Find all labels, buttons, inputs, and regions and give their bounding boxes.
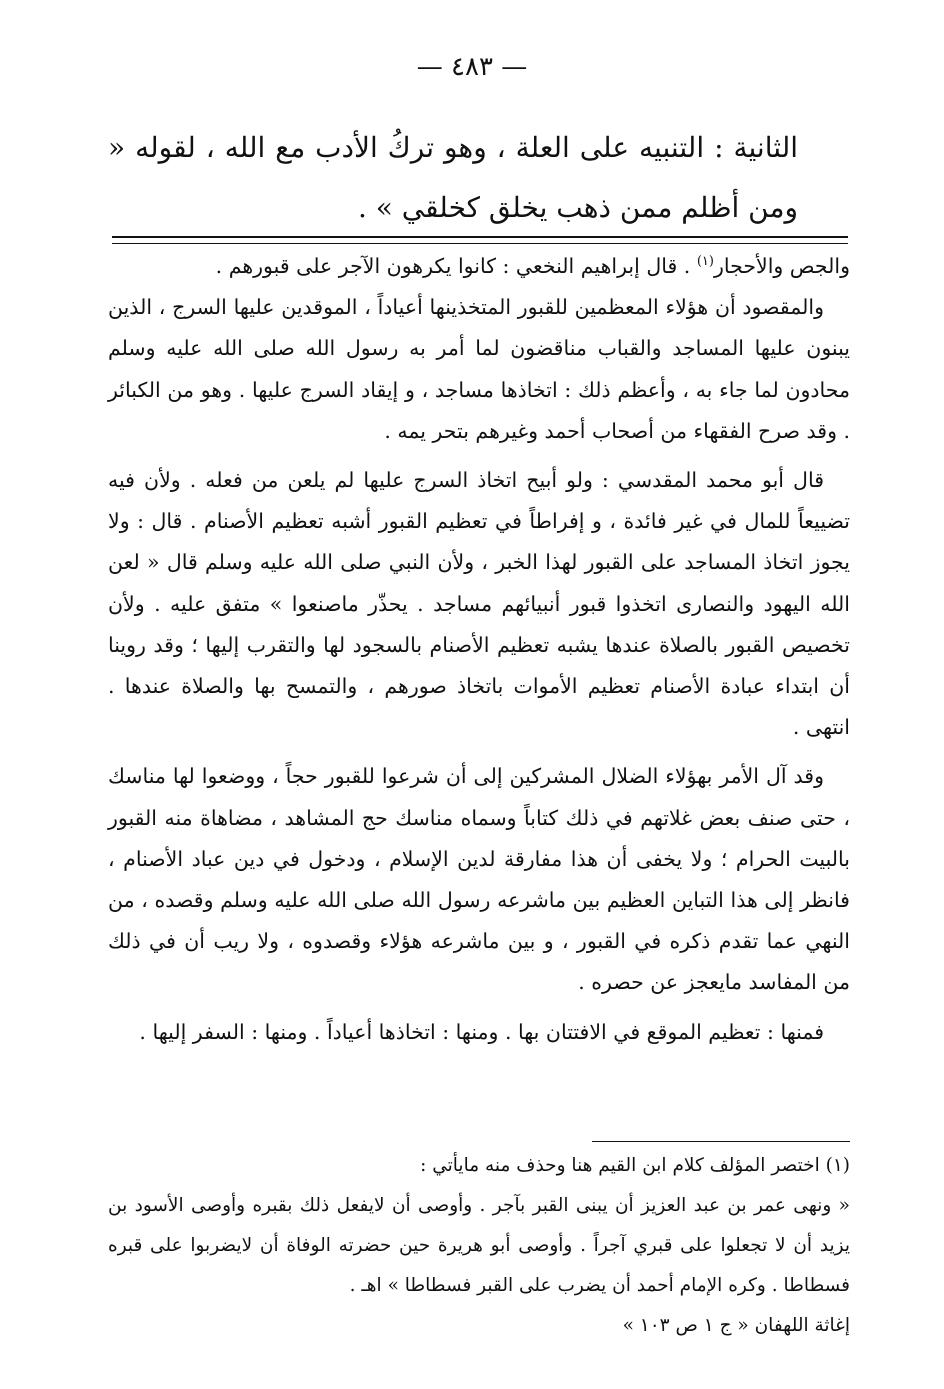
double-divider: [112, 236, 848, 244]
footnote-source: إغاثة اللهفان « ج ١ ص ١٠٣ »: [622, 1315, 850, 1336]
paragraph-4: وقد آل الأمر بهؤلاء الضلال المشركين إلى أن شرعوا للقبور حجاً ، ووضعوا لها مناسك ، حتى صنف بعض غلاتهم في ذلك كتاباً وسماه مناسك حج المشاهد ، مضاهاة منه القبور بالبيت الحرام ؛ ولا يخفى أن هذا مفارقة لدين الإسلام ، ودخول في دين عباد الأصنام ، فانظر إلى هذا التباين العظيم بين ماشرعه رسول الله صلى الله عليه وسلم وقصده ، من النهي عما تقدم ذكره في القبور ، و بين ماشرعه هؤلاء وقصدوه ، ولا ريب أن في ذلك من المفاسد مايعجز عن حصره .: [108, 764, 850, 995]
page-number: — ٤٨٣ —: [416, 52, 528, 82]
main-text: [108, 246, 850, 1053]
footnote-line-1: (١) اختصر المؤلف كلام ابن القيم هنا وحذف منه مايأتي :: [420, 1155, 850, 1176]
footnote-reference: (١): [696, 254, 714, 270]
paragraph-1-start: والجص والأحجار: [713, 254, 850, 278]
footnote: [108, 1146, 850, 1346]
paragraph-5: فمنها : تعظيم الموقع في الافتتان بها . ومنها : اتخاذها أعياداً . ومنها : السفر إليها .: [139, 1019, 824, 1044]
footnote-divider: [592, 1141, 850, 1142]
footnote-quote: « ونهى عمر بن عبد العزيز أن يبنى القبر بآجر . وأوصى أن لايفعل ذلك بقبره وأوصى الأسود بن يزيد أن لا تجعلوا على قبري آجراً . وأوصى أبو هريرة حين حضرته الوفاة أن لايضربوا على قبره فسطاطا . وكره الإمام أحمد أن يضرب على القبر فسطاطا » اهـ .: [108, 1195, 850, 1296]
paragraph-3: قال أبو محمد المقدسي : ولو أبيح اتخاذ السرج عليها لم يلعن من فعله . ولأن فيه تضييعاً للمال في غير فائدة ، و إفراطاً في تعظيم القبور أشبه تعظيم الأصنام . قال : ولا يجوز اتخاذ المساجد على القبور لهذا الخبر ، ولأن النبي صلى الله عليه وسلم قال « لعن الله اليهود والنصارى اتخذوا قبور أنبيائهم مساجد . يحذّر ماصنعوا » متفق عليه . ولأن تخصيص القبور بالصلاة عندها يشبه تعظيم الأصنام بالسجود لها والتقرب إليها ؛ وقد روينا أن ابتداء عبادة الأصنام تعظيم الأموات باتخاذ صورهم ، والتمسح بها والصلاة عندها . انتهى .: [108, 468, 850, 740]
paragraph-2: والمقصود أن هؤلاء المعظمين للقبور المتخذينها أعياداً ، الموقدين عليها السرج ، الذين يبنون عليها المساجد والقباب مناقضون لما أمر به رسول الله صلى الله عليه وسلم محادون لما جاء به ، وأعظم ذلك : اتخاذها مساجد ، و إيقاد السرج عليها . وهو من الكبائر . وقد صرح الفقهاء من أصحاب أحمد وغيرهم بتحر يمه .: [108, 295, 850, 443]
paragraph-1-rest: . قال إبراهيم النخعي : كانوا يكرهون الآجر على قبورهم .: [215, 254, 697, 278]
section-heading-text: الثانية : التنبيه على العلة ، وهو تركُ الأدب مع الله ، لقوله « ومن أظلم ممن ذهب يخلق كخلقي » .: [108, 131, 798, 224]
paragraph-1: [108, 246, 850, 287]
